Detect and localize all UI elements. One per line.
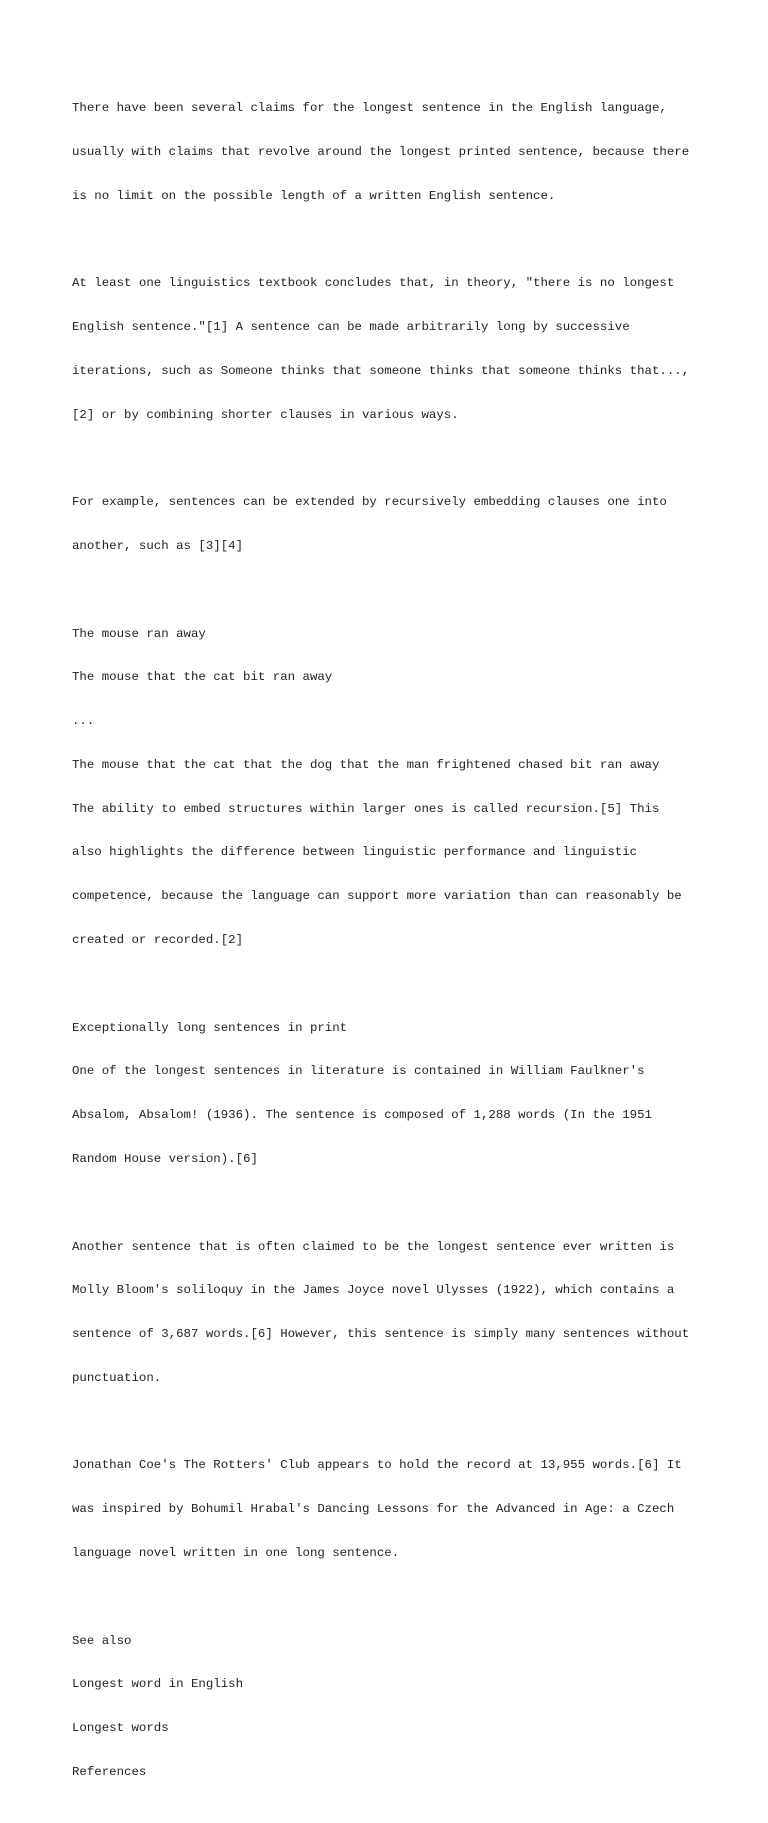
text-line: Molly Bloom's soliloquy in the James Joyce novel Ulysses (1922), which contains a <box>72 1283 675 1298</box>
text-line: Longest word in English <box>72 1677 244 1692</box>
paragraph-joyce <box>72 1210 722 1414</box>
text-line: Jonathan Coe's The Rotters' Club appears to hold the record at 13,955 words.[6] It <box>72 1458 682 1473</box>
section-heading: See also <box>72 1633 132 1648</box>
text-line: ... <box>72 714 95 729</box>
text-line: Absalom, Absalom! (1936). The sentence is composed of 1,288 words (In the 1951 <box>72 1108 652 1123</box>
paragraph-intro <box>72 72 722 233</box>
text-line: Random House version).[6] <box>72 1151 258 1166</box>
text-line: The mouse that the cat that the dog that the man frightened chased bit ran away <box>72 757 660 772</box>
text-line: The mouse that the cat bit ran away <box>72 670 333 685</box>
text-line: At least one linguistics textbook concludes that, in theory, "there is no longest <box>72 276 675 291</box>
text-line: The mouse ran away <box>72 626 206 641</box>
text-line: language novel written in one long sentence. <box>72 1545 400 1560</box>
text-line: competence, because the language can support more variation than can reasonably be <box>72 889 682 904</box>
paragraph-example <box>72 466 722 583</box>
paragraph-coe <box>72 1429 722 1590</box>
text-line: There have been several claims for the longest sentence in the English language, <box>72 101 667 116</box>
text-line: Another sentence that is often claimed to be the longest sentence ever written is <box>72 1239 675 1254</box>
paragraph-see-also <box>72 1604 722 1808</box>
text-line: [2] or by combining shorter clauses in various ways. <box>72 407 459 422</box>
section-heading: Exceptionally long sentences in print <box>72 1020 348 1035</box>
text-line: another, such as [3][4] <box>72 539 244 553</box>
text-line: created or recorded.[2] <box>72 933 244 948</box>
text-line: also highlights the difference between linguistic performance and linguistic <box>72 845 638 860</box>
text-line: For example, sentences can be extended by recursively embedding clauses one into <box>72 495 667 510</box>
text-line: iterations, such as Someone thinks that someone thinks that someone thinks that..., <box>72 363 690 378</box>
paragraph-textbook <box>72 247 722 451</box>
text-line: English sentence."[1] A sentence can be made arbitrarily long by successive <box>72 320 630 335</box>
text-line: Longest words <box>72 1721 169 1736</box>
paragraph-faulkner <box>72 991 722 1195</box>
text-line: sentence of 3,687 words.[6] However, this sentence is simply many sentences without <box>72 1327 690 1342</box>
text-line: was inspired by Bohumil Hrabal's Dancing Lessons for the Advanced in Age: a Czech <box>72 1502 675 1517</box>
document-page <box>72 72 722 1823</box>
text-line: is no limit on the possible length of a written English sentence. <box>72 188 556 203</box>
paragraph-recursion <box>72 597 722 976</box>
text-line: References <box>72 1764 147 1779</box>
text-line: One of the longest sentences in literature is contained in William Faulkner's <box>72 1064 645 1079</box>
text-line: usually with claims that revolve around the longest printed sentence, because there <box>72 144 690 159</box>
text-line: punctuation. <box>72 1370 162 1385</box>
text-line: The ability to embed structures within larger ones is called recursion.[5] This <box>72 801 660 816</box>
